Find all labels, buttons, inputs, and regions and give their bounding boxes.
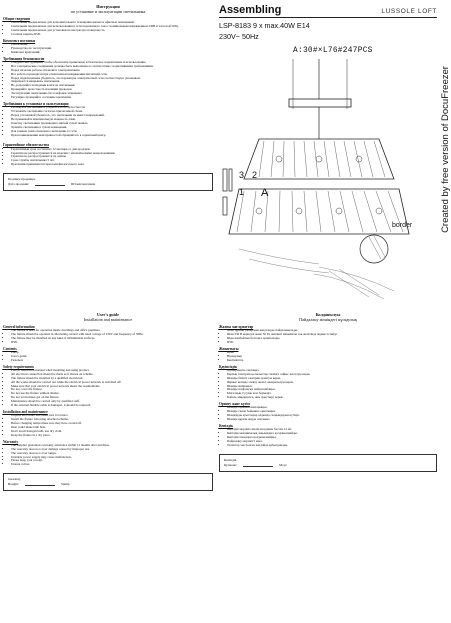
en-subtitle: Installation and maintenance	[83, 317, 133, 322]
en-stamp-label: Stamp	[60, 482, 70, 487]
list-item: • Срок службы светильника 5 лет.	[11, 159, 213, 163]
list-item: • Ылғалдың түсуіне жол бермеңіз.	[227, 392, 437, 396]
en-sig-label: Guaranty	[8, 477, 21, 482]
kz-install-list	[219, 406, 437, 422]
list-item: • Гарантия не распространяется на лампы.	[11, 155, 213, 159]
kz-warranty-list	[219, 428, 437, 448]
list-item: • Светильник.	[11, 43, 213, 47]
en-title: User's guide	[97, 312, 119, 317]
list-item: • Эксплуатация светильника без плафонов запрещена.	[11, 92, 213, 96]
ru-kit-heading: Комплект поставки	[3, 38, 36, 43]
list-item: • Жұмыс кезінде электр желісі ажыратылуы керек.	[227, 381, 437, 385]
list-item: • Follow instruction manual when installing and using product.	[11, 369, 213, 373]
list-item: • Храните светильник в сухом помещении.	[11, 126, 213, 130]
russian-instructions-panel	[3, 4, 213, 304]
list-item: • All the works should be carried out while the electrical power network is switched off.	[11, 381, 213, 385]
list-item: • Руководство по эксплуатации.	[11, 47, 213, 51]
list-item: • Перед началом работы отключите электропитание.	[11, 69, 213, 73]
list-item: • Please keep your receipt.	[11, 459, 213, 463]
ru-title: Инструкция	[96, 4, 120, 9]
kz-install-heading: Орнату және күтім	[219, 402, 250, 407]
list-item: • Шамды орамнан шығарыңыз.	[227, 406, 437, 410]
list-item: • Очистку светильника производите мягкой сухой тканью.	[11, 122, 213, 126]
list-item: • IP20.	[11, 341, 213, 345]
en-signature-box	[3, 473, 213, 491]
list-item: • Do not cover the fixture.	[11, 388, 213, 392]
kz-safety-list	[219, 369, 437, 400]
list-item: • Шамдарды ауыстырар алдында салқындауын күтіңіз.	[227, 414, 437, 418]
ru-warranty-heading: Гарантийные обязательства	[3, 143, 49, 148]
en-install-heading: Installation and maintenance	[3, 410, 48, 415]
kz-general-list	[219, 329, 437, 345]
list-item: • Maintenance should be carried only by qualified staff.	[11, 400, 213, 404]
list-item: • Шамды схема бойынша орнатыңыз.	[227, 410, 437, 414]
list-item: • Don't touch halogen bulb, use dry cloth.	[11, 430, 213, 434]
ru-date-label: Дата продажи:	[8, 182, 30, 187]
list-item: • Keep the fixture in a dry place.	[11, 434, 213, 438]
en-date-line	[25, 482, 55, 486]
ru-install-list	[3, 106, 213, 137]
list-item: • Перед установкой убедитесь, что светильник не имеет повреждений.	[11, 114, 213, 118]
ru-kit-list	[3, 43, 213, 55]
kz-title: Колданылуы	[315, 312, 341, 317]
list-item: • Install the fixture following attached scheme.	[11, 418, 213, 422]
list-item: • Нұсқаулықты сақтаңыз.	[227, 369, 437, 373]
list-item: • Нұсқаулық	[227, 355, 437, 359]
list-item: • Комплект креплений.	[11, 51, 213, 55]
en-warranty-heading: Warranty	[3, 439, 19, 444]
kz-kit-list	[219, 351, 437, 363]
list-item: • Кепілдік механикалық зақымдарға қолданылмайды.	[227, 432, 437, 436]
kz-safety-heading: Қауіпсіздік	[219, 364, 237, 369]
list-item: • The fixture should be installed by a qualified electrician.	[11, 377, 213, 381]
ru-install-heading: Требования к установке и эксплуатации	[3, 102, 69, 107]
list-item: • Бекіткіштер	[227, 359, 437, 363]
list-item: • Гарантийный срок составляет 12 месяцев со дня продажи.	[11, 148, 213, 152]
list-item: • Перед подключением убедитесь, что параметры электрической сети соответствуют указанным.	[11, 77, 213, 81]
ru-safety-heading: Требования безопасности	[3, 56, 45, 61]
kz-date-line	[243, 463, 273, 467]
brand-logo: LUSSOLE LOFT	[381, 8, 437, 15]
kazakh-guide-panel	[219, 312, 437, 620]
kz-stamp-label: Мөрі	[279, 462, 287, 467]
list-item: • Шамды білікті электрик орнатуы керек.	[227, 377, 437, 381]
ru-sig-label: Подпись продавца:	[8, 177, 36, 182]
part-number-2: 2	[252, 170, 258, 180]
en-kit-list	[3, 351, 213, 363]
list-item: • Для замены ламп отключите светильник от сети.	[11, 130, 213, 134]
list-item: • Шамды құрғақ жерде сақтаңыз.	[227, 418, 437, 422]
assembling-title: Assembling	[219, 4, 282, 16]
list-item: • Шам 230 В кернеулі және 50 Гц жиілікті айнымалы ток желісінде жұмыс істейді.	[227, 333, 437, 337]
list-item: • Шамды плафонсыз пайдаланбаңыз.	[227, 388, 437, 392]
en-date-label: Bought:	[8, 482, 19, 487]
kz-warranty-heading: Кепілдік	[219, 424, 234, 429]
list-item: • При возникновении неисправностей обращайтесь в сервисный центр.	[11, 134, 213, 138]
list-item: • Шам тұрғын үйлер мен кеңселерде пайдаланылады.	[227, 329, 437, 333]
ru-general-list	[3, 21, 213, 37]
list-item: • Установите светильник согласно прилагаемой схеме.	[11, 110, 213, 114]
kz-kit-heading: Жиынтығы	[219, 346, 239, 351]
ru-signature-box	[3, 173, 213, 191]
kz-signature-box	[219, 454, 437, 472]
list-item: • Претензии принимаются при наличии кассового чека.	[11, 163, 213, 167]
docufreezer-watermark: Created by free version of DocuFreezer	[440, 66, 451, 233]
list-item: • Светильник предназначен для установки на негорючую поверхность.	[11, 29, 213, 33]
list-item: • Гарантия не распространяется на изделия с механическими повреждениями.	[11, 152, 213, 156]
list-item: • The fixture is used for operation inside dwellings and office premises.	[11, 329, 213, 333]
en-kit-heading: Contents	[3, 346, 17, 351]
list-item: • IP20.	[227, 341, 437, 345]
kz-subtitle: Пайдалану жөніндегі нұсқаулық	[299, 317, 357, 322]
list-item: • Распакуйте светильник и убедитесь в его целостности.	[11, 106, 213, 110]
list-item: • Барлық электрлік қосылыстар схемаға сәйкес жасалуы керек.	[227, 373, 437, 377]
list-item: • Все работы проводятся при отключенном напряжении питающей сети.	[11, 73, 213, 77]
voltage-spec: 230V~ 50Hz	[219, 32, 259, 41]
chandelier-drawing	[219, 59, 424, 304]
list-item: • Unpack the fixture and make sure it is intact.	[11, 414, 213, 418]
kz-sig-label: Кепілдік	[224, 457, 237, 462]
assembling-panel	[219, 4, 451, 304]
list-item: • The fixture may be installed on any kind of inflammable surfaces.	[11, 337, 213, 341]
list-item: • Кепілдік мерзімі сатылған күннен бастап 12 ай.	[227, 428, 437, 432]
crystal-code: A:30#×L76#247PCS	[293, 47, 373, 55]
model-spec: LSP-8183 9 x max.40W E14	[219, 21, 310, 30]
en-general-list	[3, 329, 213, 345]
list-item: • Dust could make bulb heat.	[11, 426, 213, 430]
list-item: • Fasteners	[11, 359, 213, 363]
list-item: • Светильник предназначен для использования в сети переменного тока с номинальным напряжением 230В и частотой 50Гц.	[11, 25, 213, 29]
en-safety-list	[3, 369, 213, 408]
part-number-3: 3	[239, 170, 245, 180]
list-item: • The warranty does not cover damage caused by improper use.	[11, 448, 213, 452]
list-item: • Все электрические соединения должны быть выполнены в соответствии с нормативными требованиями.	[11, 65, 213, 69]
part-number-1: 1	[239, 187, 245, 197]
list-item: • All electrical connection should be made as it shown on scheme.	[11, 373, 213, 377]
ru-general-heading: Общие сведения	[3, 17, 30, 21]
list-item: • Шам	[227, 351, 437, 355]
list-item: • Do not let moisture get on the fixture.	[11, 396, 213, 400]
ru-safety-list	[3, 61, 213, 100]
list-item: • Проверяйте целостность изоляции проводов.	[11, 88, 213, 92]
list-item: • Запрещается накрывать светильник.	[11, 80, 213, 84]
list-item: • Before changing lamps make sure they have cooled off.	[11, 422, 213, 426]
ru-warranty-list	[3, 148, 213, 168]
list-item: • The warranty does not cover lamps.	[11, 452, 213, 456]
list-item: • Пайдалану мерзімі 5 жыл.	[227, 440, 437, 444]
list-item: • Не допускайте попадания влаги на светильник.	[11, 84, 213, 88]
list-item: • Шам жанбайтын беттерге орнатылады.	[227, 337, 437, 341]
list-item: • The fixture should be operated in alternating current with rated voltage of 230V and frequency of 50Hz.	[11, 333, 213, 337]
list-item: • Do not use the fixture without shades.	[11, 392, 213, 396]
kz-date-label: Купленo:	[224, 462, 238, 467]
list-item: • Make sure that your electrical power network meets the requirements.	[11, 385, 213, 389]
list-item: • Талаптар чек болған жағдайда қабылданады.	[227, 444, 437, 448]
list-item: • Шамды жаппаңыз.	[227, 385, 437, 389]
border-label: border	[392, 222, 413, 229]
en-install-list	[3, 414, 213, 437]
list-item: • Регулярно проверяйте состояние креплений.	[11, 96, 213, 100]
list-item: • User's guide	[11, 355, 213, 359]
ru-date-line	[35, 182, 65, 186]
kz-general-heading: Жалпы мағлұматтар	[219, 325, 254, 329]
assembling-header	[219, 4, 437, 18]
ru-stamp-label: Штамп магазина	[71, 182, 96, 187]
list-item: • Степень защиты IP20.	[11, 33, 213, 37]
list-item: • Следуйте инструкциям, чтобы обеспечить правильное и безопасное подключение и использование.	[11, 61, 213, 65]
list-item: • Lamp	[11, 351, 213, 355]
list-item: • Unsure call us.	[11, 463, 213, 467]
en-warranty-list	[3, 444, 213, 467]
english-guide-panel	[3, 312, 213, 620]
ru-subtitle: по установке и эксплуатации светильника	[70, 9, 146, 14]
list-item: • Не превышайте максимальную мощность ламп.	[11, 118, 213, 122]
list-item: • Кабель зақымдалса, оны ауыстыру керек.	[227, 396, 437, 400]
en-safety-heading: Safety requirements	[3, 364, 34, 369]
list-item: • If the external flexible cable is damaged, it should be replaced.	[11, 404, 213, 408]
list-item: • Unstable power supply may cause malfunction.	[11, 456, 213, 460]
en-general-heading: General information	[3, 325, 35, 329]
list-item: • Светильник предназначен для дополнительного освещения жилых и офисных помещений.	[11, 21, 213, 25]
list-item: • The supplier guarantees warranty assistance within 12 months after purchase.	[11, 444, 213, 448]
list-item: • Кепілдік шамдарға қолданылмайды.	[227, 436, 437, 440]
label-a: A	[261, 187, 269, 199]
